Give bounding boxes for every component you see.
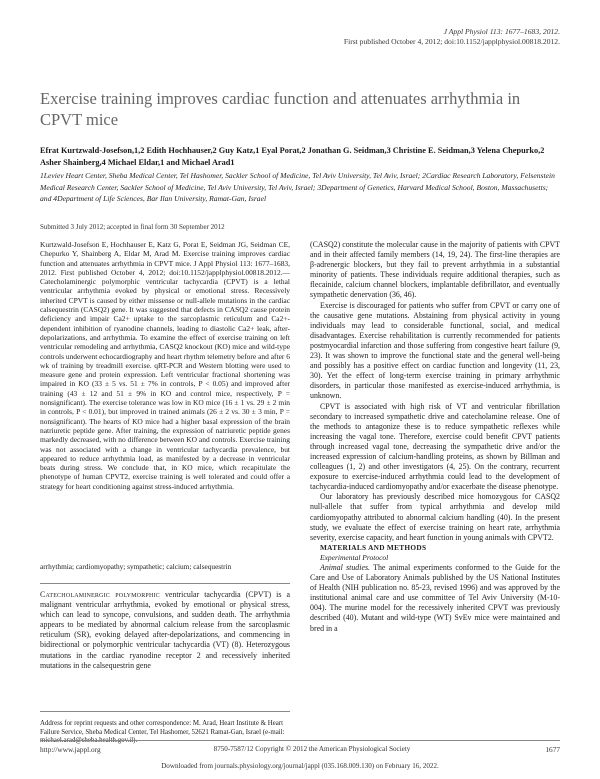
journal-citation: J Appl Physiol 113: 1677–1683, 2012. [443,27,560,36]
abstract-divider [40,583,290,584]
intro-lead: Catecholaminergic polymorphic [40,590,160,599]
page-number: 1677 [545,745,560,754]
journal-url-link[interactable]: http://www.jappl.org [40,745,101,754]
paragraph-lead: Animal studies. [320,563,370,572]
doi-line: First published October 4, 2012; doi:10.1152/japplphysiol.00818.2012. [343,37,560,46]
copyright: 8750-7587/12 Copyright © 2012 the American Physiological Society [213,745,411,753]
author-list: Efrat Kurtzwald-Josefson,1,2 Edith Hochhauser,2 Guy Katz,1 Eyal Porat,2 Jonathan G. Seidman,3 Christine E. Seidman,3 Yelena Chepurko,2 Asher Shainberg,4 Michael Eldar,1 and Michael Arad1 [40,146,545,167]
abstract-text: Kurtzwald-Josefson E, Hochhauser E, Katz G, Porat E, Seidman JG, Seidman CE, Chepurko Y, Shainberg A, Eldar M, Arad M. Exercise training improves cardiac function and attenuates arrhythmia in CPVT mice. J Appl Physiol 113: 1677–1683, 2012. First published October 4, 2012; doi:10.1152/japplphysiol.00818.2012.—Catecholaminergic polymorphic ventricular tachycardia (CPVT) is a lethal ventricular arrhythmia evoked by physical or emotional stress. Recessively inherited CPVT is caused by either missense or null-allele mutations in the cardiac calsequestrin (CASQ2) gene. It was suggested that defects in CASQ2 cause protein deficiency and impair Ca2+ uptake to the sarcoplasmic reticulum and Ca2+-dependent inhibition of ryanodine channels, leading to diastolic Ca2+ leak, after-depolarizations, and arrhythmia. To examine the effect of exercise training on left ventricular remodeling and arrhythmia, CASQ2 knockout (KO) mice and wild-type controls underwent echocardiography and heart rhythm telemetry before and after 6 wk of training by treadmill exercise. qRT-PCR and Western blotting were used to measure gene and protein expression. Left ventricular fractional shortening was impaired in KO (33 ± 5 vs. 51 ± 7% in controls, P < 0.05) and improved after training (43 ± 12 and 51 ± 9% in KO and control mice, respectively, P = nonsignificant). The exercise tolerance was low in KO mice (16 ± 1 vs. 29 ± 2 min in controls, P < 0.01), but improved in trained animals (26 ± 2 vs. 30 ± 3 min, P = nonsignificant). The hearts of KO mice had a higher basal expression of the brain natriuretic peptide gene. After training, the expression of natriuretic peptide genes markedly decreased, with no difference between KO and controls. Exercise training was not associated with a change in ventricular tachycardia prevalence, but appeared to reduce arrhythmia load, as manifested by a decrease in ventricular beats during stress. We conclude that, in KO mice, which recapitulate the phenotype of human CPVT2, exercise training is well tolerated and could offer a strategy for heart conditioning against stress-induced arrhythmia. [40,240,290,491]
paragraph: Our laboratory has previously described mice homozygous for CASQ2 null-allele that suffer from typical arrhythmia and develop mild cardiomyopathy attributed to abnormal calcium handling (40). In the present study, we evaluate the effect of exercise training on heart rate, arrhythmia severity, exercise capacity, and heart function in young animals with CPVT2. [310,492,560,542]
correspondence-footnote: Address for reprint requests and other correspondence: M. Arad, Heart Institute & Heart Failure Service, Sheba Medical Center, Tel Hashomer, 52621 Ramat-Gan, Israel (e-mail: michael.arad@sheba.health.gov.il). [40,720,285,745]
footer-divider [40,740,560,741]
right-column [310,240,560,634]
footnote-divider [40,711,290,712]
introduction [40,590,290,671]
paragraph: CPVT is associated with high risk of VT and ventricular fibrillation secondary to increased sympathetic drive and catecholamine release. One of the methods to antagonize these is to reduce sympathetic reflexes while increasing the vagal tone. Therefore, exercise could benefit CPVT patients through increased vagal tone, decreasing the sympathetic drive and/or the increased expression of calcium-handling proteins, as shown by Billman and colleagues (1, 2) and other investigators (4, 25). On the contrary, recurrent exposure to exercise-induced arrhythmia could lead to the development of tachycardia-induced cardiomyopathy and/or exacerbate the disease phenotype. [310,401,560,492]
section-heading: MATERIALS AND METHODS [320,542,427,552]
paragraph: (CASQ2) constitute the molecular cause in the majority of patients with CPVT and in their affected family members (14, 19, 24). The first-line therapies are β-adrenergic blockers, but they fail to prevent arrhythmia in a substantial minority of patients. These individuals require additional therapies, such as flecainide, calcium channel blockers, implantable defibrillator, and eventually sympathetic denervation (36, 46). [310,240,560,300]
abstract [40,240,290,491]
affiliations: 1Leviev Heart Center, Sheba Medical Center, Tel Hashomer, Sackler School of Medicine, Tel Aviv University, Tel Aviv, Israel; 2Cardiac Research Laboratory, Felsenstein Medical Research Center, Sackler School of Medicine, Tel Aviv University, Tel Aviv, Israel; 3Department of Genetics, Harvard Medical School, Boston, Massachusetts; and 4Department of Life Sciences, Bar Ilan University, Ramat-Gan, Israel [40,171,555,204]
intro-text: ventricular tachycardia (CPVT) is a malignant ventricular arrhythmia, evoked by emotional or physical stress, which can lead to syncope, convulsions, and sudden death. The arrhythmia appears to be mediated by abnormal calcium release from the sarcoplasmic reticulum (SR), evoking delayed after-depolarizations, and commencing in bidirectional or polymorphic ventricular tachycardia (VT) (8). Heterozygous mutations in the cardiac ryanodine receptor 2 and recessively inherited mutations in the calsequestrin gene [40,590,290,670]
download-notice: Downloaded from journals.physiology.org/journal/jappl (035.168.009.130) on February 16, 2022. [161,762,439,770]
submission-dates: Submitted 3 July 2012; accepted in final form 30 September 2012 [40,223,225,231]
paragraph: The animal experiments conformed to the Guide for the Care and Use of Laboratory Animals published by the US National Institutes of Health (NIH publication no. 85-23, revised 1996) and was approved by the institutional animal care and use committee of Tel Aviv University (M-10-004). The murine model for the recessively inherited CPVT was previously described (40). Mutant and wild-type (WT) SvEv mice were maintained and bred in a [310,563,560,633]
paragraph: Exercise is discouraged for patients who suffer from CPVT or carry one of the causative gene mutations. Abstaining from physical activity in young individuals may lead to considerable functional, social, and medical disadvantages. Exercise rehabilitation is currently recommended for patients postmyocardial infarction and those suffering from congestive heart failure (9, 23). It was shown to improve the functional state and the general well-being and possibly has a positive effect on cardiac function and longevity (11, 23, 30). Yet the effect of long-term exercise training in primary arrhythmic disorders, in particular those manifested as exercise-induced arrhythmia, is unknown. [310,300,560,401]
subsection-heading: Experimental Protocol [320,552,389,562]
keywords: arrhythmia; cardiomyopathy; sympathetic; calcium; calsequestrin [40,562,232,571]
page-title: Exercise training improves cardiac function and attenuates arrhythmia in CPVT mice [40,89,521,129]
